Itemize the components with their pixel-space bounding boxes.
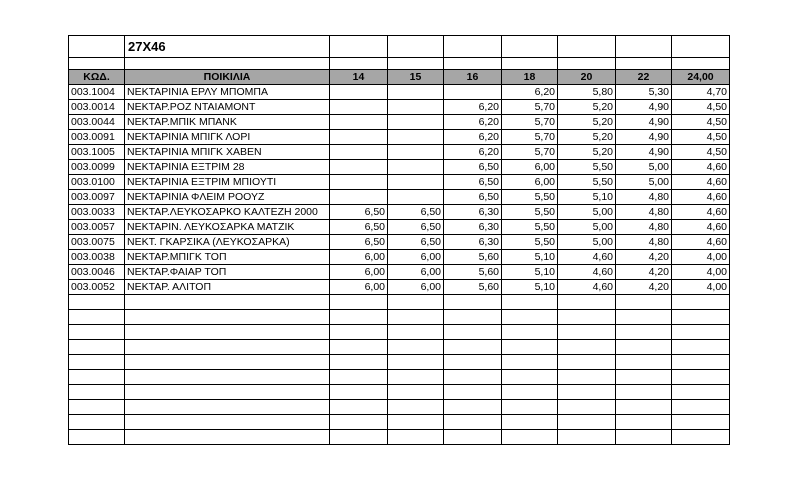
cell-code bbox=[69, 415, 125, 430]
cell-price bbox=[330, 310, 388, 325]
table-row bbox=[69, 355, 730, 370]
cell-price bbox=[388, 340, 444, 355]
cell-price bbox=[388, 355, 444, 370]
cell-price bbox=[502, 325, 558, 340]
price-table bbox=[68, 35, 730, 445]
cell-price bbox=[330, 160, 388, 175]
cell-price bbox=[388, 325, 444, 340]
cell-price bbox=[330, 415, 388, 430]
cell-price bbox=[502, 295, 558, 310]
cell-variety bbox=[125, 295, 330, 310]
cell-variety: ΝΕΚΤΑΡΙΝΙΑ ΕΞΤΡΙΜ ΜΠΙΟΥΤΙ bbox=[125, 175, 330, 190]
table-row bbox=[69, 265, 730, 280]
cell-price bbox=[616, 310, 672, 325]
cell-price: 5,60 bbox=[444, 280, 502, 295]
cell-price bbox=[672, 295, 730, 310]
table-row bbox=[69, 310, 730, 325]
cell-price: 5,50 bbox=[502, 190, 558, 205]
cell-price: 6,30 bbox=[444, 205, 502, 220]
table-row bbox=[69, 85, 730, 100]
cell-variety bbox=[125, 370, 330, 385]
cell-price: 5,50 bbox=[502, 205, 558, 220]
cell-code: 003.0038 bbox=[69, 250, 125, 265]
cell-price bbox=[388, 400, 444, 415]
cell-price: 5,00 bbox=[558, 220, 616, 235]
col-header-size: 24,00 bbox=[672, 70, 730, 85]
cell-price: 5,00 bbox=[616, 175, 672, 190]
cell-price: 6,30 bbox=[444, 235, 502, 250]
cell-price: 4,50 bbox=[672, 100, 730, 115]
cell-code: 003.0075 bbox=[69, 235, 125, 250]
cell-variety: ΝΕΚΤΑΡΙΝΙΑ ΜΠΙΓΚ ΛΟΡΙ bbox=[125, 130, 330, 145]
cell-price: 4,90 bbox=[616, 130, 672, 145]
cell-price bbox=[330, 130, 388, 145]
cell-price bbox=[388, 130, 444, 145]
cell-price bbox=[388, 115, 444, 130]
cell-price: 6,00 bbox=[388, 265, 444, 280]
table-row bbox=[69, 400, 730, 415]
table-row bbox=[69, 175, 730, 190]
cell-price bbox=[444, 355, 502, 370]
table-row bbox=[69, 100, 730, 115]
cell-price bbox=[444, 340, 502, 355]
cell-price: 4,70 bbox=[672, 85, 730, 100]
cell-variety bbox=[125, 325, 330, 340]
table-row bbox=[69, 430, 730, 445]
cell-price: 4,80 bbox=[616, 205, 672, 220]
cell-price: 4,80 bbox=[616, 190, 672, 205]
cell-price bbox=[558, 370, 616, 385]
cell-price: 4,20 bbox=[616, 265, 672, 280]
cell-price: 4,00 bbox=[672, 265, 730, 280]
cell-price: 6,20 bbox=[444, 130, 502, 145]
cell-code: 003.0014 bbox=[69, 100, 125, 115]
cell-code bbox=[69, 400, 125, 415]
cell-price bbox=[444, 415, 502, 430]
cell-price bbox=[672, 355, 730, 370]
cell-price: 6,50 bbox=[388, 235, 444, 250]
col-header-size: 16 bbox=[444, 70, 502, 85]
cell-price bbox=[502, 310, 558, 325]
cell-code: 003.0033 bbox=[69, 205, 125, 220]
cell-price: 5,70 bbox=[502, 115, 558, 130]
cell-price bbox=[388, 175, 444, 190]
cell-price bbox=[388, 310, 444, 325]
cell-variety: ΝΕΚΤΑΡ. ΑΛΙΤΟΠ bbox=[125, 280, 330, 295]
cell-price: 6,50 bbox=[330, 220, 388, 235]
cell-price: 6,00 bbox=[330, 280, 388, 295]
col-header-size: 22 bbox=[616, 70, 672, 85]
cell-variety: ΝΕΚΤΑΡΙΝΙΑ ΜΠΙΓΚ ΧΑΒΕΝ bbox=[125, 145, 330, 160]
cell-price bbox=[672, 310, 730, 325]
cell-price bbox=[330, 325, 388, 340]
cell-price bbox=[616, 400, 672, 415]
cell-price bbox=[558, 340, 616, 355]
cell-variety: ΝΕΚΤ. ΓΚΑΡΣΙΚΑ (ΛΕΥΚΟΣΑΡΚΑ) bbox=[125, 235, 330, 250]
cell-variety: ΝΕΚΤΑΡ.ΦΑΙΑΡ ΤΟΠ bbox=[125, 265, 330, 280]
cell-price bbox=[330, 385, 388, 400]
cell-code bbox=[69, 295, 125, 310]
cell-price: 6,00 bbox=[330, 250, 388, 265]
table-row bbox=[69, 385, 730, 400]
cell-price bbox=[616, 415, 672, 430]
cell-price: 6,00 bbox=[388, 280, 444, 295]
cell-price bbox=[330, 355, 388, 370]
cell-price bbox=[616, 385, 672, 400]
table-row bbox=[69, 205, 730, 220]
cell-price: 5,70 bbox=[502, 145, 558, 160]
cell-price: 5,70 bbox=[502, 130, 558, 145]
cell-price bbox=[558, 295, 616, 310]
cell-price bbox=[672, 340, 730, 355]
cell-price: 5,10 bbox=[502, 280, 558, 295]
cell-price: 6,50 bbox=[444, 175, 502, 190]
table-row bbox=[69, 340, 730, 355]
cell-price: 5,60 bbox=[444, 265, 502, 280]
col-header-size: 15 bbox=[388, 70, 444, 85]
cell-code bbox=[69, 310, 125, 325]
cell-variety: ΝΕΚΤΑΡ.ΜΠΙΓΚ ΤΟΠ bbox=[125, 250, 330, 265]
table-row bbox=[69, 370, 730, 385]
cell-price bbox=[388, 430, 444, 445]
cell-code: 003.0046 bbox=[69, 265, 125, 280]
cell-price: 4,50 bbox=[672, 115, 730, 130]
cell-variety bbox=[125, 355, 330, 370]
cell-price: 5,20 bbox=[558, 115, 616, 130]
table-row bbox=[69, 145, 730, 160]
cell-price bbox=[330, 145, 388, 160]
cell-code: 003.0100 bbox=[69, 175, 125, 190]
cell-price bbox=[330, 370, 388, 385]
cell-code bbox=[69, 340, 125, 355]
cell-price bbox=[616, 325, 672, 340]
cell-price bbox=[330, 100, 388, 115]
table-row bbox=[69, 250, 730, 265]
cell-price: 5,10 bbox=[502, 250, 558, 265]
cell-price: 4,60 bbox=[672, 160, 730, 175]
cell-price: 6,50 bbox=[444, 160, 502, 175]
table-row bbox=[69, 220, 730, 235]
cell-price bbox=[502, 385, 558, 400]
cell-price bbox=[330, 295, 388, 310]
cell-price bbox=[388, 160, 444, 175]
cell-price: 4,60 bbox=[558, 250, 616, 265]
cell-price bbox=[616, 370, 672, 385]
cell-variety bbox=[125, 340, 330, 355]
cell-price: 6,00 bbox=[502, 175, 558, 190]
cell-price bbox=[616, 340, 672, 355]
cell-code bbox=[69, 355, 125, 370]
header-row bbox=[69, 70, 730, 85]
cell-price bbox=[502, 415, 558, 430]
cell-price bbox=[502, 355, 558, 370]
cell-price bbox=[672, 385, 730, 400]
cell-price bbox=[616, 355, 672, 370]
table-row bbox=[69, 415, 730, 430]
cell-price: 5,00 bbox=[558, 235, 616, 250]
cell-variety bbox=[125, 430, 330, 445]
cell-price: 5,00 bbox=[616, 160, 672, 175]
cell-variety bbox=[125, 385, 330, 400]
cell-price bbox=[330, 85, 388, 100]
col-header-size: 14 bbox=[330, 70, 388, 85]
cell-price: 4,90 bbox=[616, 115, 672, 130]
cell-price bbox=[330, 175, 388, 190]
cell-price bbox=[672, 400, 730, 415]
cell-price: 4,60 bbox=[672, 175, 730, 190]
cell-price bbox=[330, 190, 388, 205]
table-row bbox=[69, 115, 730, 130]
cell-price: 5,60 bbox=[444, 250, 502, 265]
cell-price bbox=[444, 400, 502, 415]
cell-price: 5,70 bbox=[502, 100, 558, 115]
cell-price bbox=[388, 190, 444, 205]
cell-price: 4,90 bbox=[616, 100, 672, 115]
cell-code bbox=[69, 370, 125, 385]
cell-price: 6,50 bbox=[388, 220, 444, 235]
cell-price bbox=[558, 325, 616, 340]
cell-price: 6,50 bbox=[444, 190, 502, 205]
cell-code: 003.1005 bbox=[69, 145, 125, 160]
cell-price bbox=[616, 295, 672, 310]
cell-price bbox=[672, 370, 730, 385]
col-header-size: 20 bbox=[558, 70, 616, 85]
cell-price bbox=[330, 430, 388, 445]
title-row bbox=[69, 36, 730, 58]
cell-price: 4,80 bbox=[616, 235, 672, 250]
cell-price bbox=[502, 340, 558, 355]
col-header-size: 18 bbox=[502, 70, 558, 85]
cell-price: 4,00 bbox=[672, 250, 730, 265]
cell-price: 5,30 bbox=[616, 85, 672, 100]
cell-price bbox=[444, 310, 502, 325]
cell-price bbox=[502, 400, 558, 415]
cell-price bbox=[444, 295, 502, 310]
cell-code: 003.0097 bbox=[69, 190, 125, 205]
cell-price bbox=[672, 325, 730, 340]
table-row bbox=[69, 280, 730, 295]
cell-code: 003.0091 bbox=[69, 130, 125, 145]
cell-price: 6,00 bbox=[388, 250, 444, 265]
cell-price: 6,00 bbox=[330, 265, 388, 280]
cell-price bbox=[388, 415, 444, 430]
cell-price bbox=[388, 370, 444, 385]
cell-variety bbox=[125, 310, 330, 325]
cell-price: 5,10 bbox=[502, 265, 558, 280]
cell-price: 4,20 bbox=[616, 250, 672, 265]
cell-variety bbox=[125, 415, 330, 430]
table-row bbox=[69, 160, 730, 175]
cell-price: 4,20 bbox=[616, 280, 672, 295]
cell-variety: ΝΕΚΤΑΡΙΝΙΑ ΕΡΛΥ ΜΠΟΜΠΑ bbox=[125, 85, 330, 100]
cell-variety: ΝΕΚΤΑΡ.ΜΠΙΚ ΜΠΑΝΚ bbox=[125, 115, 330, 130]
cell-price: 5,10 bbox=[558, 190, 616, 205]
cell-price: 6,00 bbox=[502, 160, 558, 175]
cell-price bbox=[388, 385, 444, 400]
cell-price: 4,60 bbox=[672, 205, 730, 220]
cell-price bbox=[388, 145, 444, 160]
cell-price: 6,50 bbox=[330, 205, 388, 220]
table-row bbox=[69, 130, 730, 145]
table-row bbox=[69, 295, 730, 310]
cell-price bbox=[558, 385, 616, 400]
cell-price bbox=[330, 400, 388, 415]
cell-price bbox=[444, 385, 502, 400]
cell-variety: ΝΕΚΤΑΡ.ΛΕΥΚΟΣΑΡΚΟ ΚΑΛΤΕΖΗ 2000 bbox=[125, 205, 330, 220]
cell-price: 6,50 bbox=[330, 235, 388, 250]
cell-price: 4,80 bbox=[616, 220, 672, 235]
col-header-code: ΚΩΔ. bbox=[69, 70, 125, 85]
cell-variety: ΝΕΚΤΑΡΙΝΙΑ ΕΞΤΡΙΜ 28 bbox=[125, 160, 330, 175]
cell-price: 4,00 bbox=[672, 280, 730, 295]
cell-price bbox=[388, 295, 444, 310]
cell-price: 5,80 bbox=[558, 85, 616, 100]
sheet-title: 27X46 bbox=[125, 36, 330, 58]
cell-price bbox=[672, 415, 730, 430]
cell-code bbox=[69, 325, 125, 340]
cell-price: 5,20 bbox=[558, 100, 616, 115]
cell-code: 003.0057 bbox=[69, 220, 125, 235]
cell-price bbox=[502, 430, 558, 445]
cell-variety: ΝΕΚΤΑΡ.ΡΟΖ ΝΤΑΙΑΜΟΝΤ bbox=[125, 100, 330, 115]
cell-price bbox=[558, 415, 616, 430]
cell-price bbox=[444, 430, 502, 445]
cell-price bbox=[444, 370, 502, 385]
cell-price: 6,20 bbox=[502, 85, 558, 100]
cell-price bbox=[444, 325, 502, 340]
cell-price bbox=[558, 355, 616, 370]
table-row bbox=[69, 325, 730, 340]
cell-price: 5,00 bbox=[558, 205, 616, 220]
cell-price: 5,50 bbox=[502, 235, 558, 250]
cell-price: 4,60 bbox=[672, 220, 730, 235]
cell-code bbox=[69, 430, 125, 445]
table-row bbox=[69, 190, 730, 205]
spacer-row bbox=[69, 58, 730, 70]
cell-price: 4,60 bbox=[672, 235, 730, 250]
cell-price bbox=[558, 310, 616, 325]
cell-variety bbox=[125, 400, 330, 415]
cell-price: 4,60 bbox=[672, 190, 730, 205]
cell-variety: ΝΕΚΤΑΡΙΝΙΑ ΦΛΕΙΜ ΡΟΟΥΖ bbox=[125, 190, 330, 205]
cell-price: 4,50 bbox=[672, 130, 730, 145]
cell-price: 5,50 bbox=[558, 175, 616, 190]
cell-price bbox=[616, 430, 672, 445]
cell-price bbox=[388, 85, 444, 100]
cell-price: 6,50 bbox=[388, 205, 444, 220]
cell-price: 5,50 bbox=[502, 220, 558, 235]
cell-price bbox=[330, 340, 388, 355]
cell-price bbox=[330, 115, 388, 130]
cell-price bbox=[388, 100, 444, 115]
cell-price: 4,50 bbox=[672, 145, 730, 160]
cell-price: 6,20 bbox=[444, 100, 502, 115]
cell-code: 003.0099 bbox=[69, 160, 125, 175]
cell-price bbox=[558, 430, 616, 445]
cell-code bbox=[69, 385, 125, 400]
cell-price: 6,30 bbox=[444, 220, 502, 235]
cell-price: 5,50 bbox=[558, 160, 616, 175]
table-row bbox=[69, 235, 730, 250]
cell-variety: ΝΕΚΤΑΡΙΝ. ΛΕΥΚΟΣΑΡΚΑ ΜΑΤΖΙΚ bbox=[125, 220, 330, 235]
cell-price: 4,60 bbox=[558, 265, 616, 280]
cell-price bbox=[672, 430, 730, 445]
cell-price: 6,20 bbox=[444, 145, 502, 160]
cell-price bbox=[502, 370, 558, 385]
cell-code: 003.0052 bbox=[69, 280, 125, 295]
cell-code: 003.0044 bbox=[69, 115, 125, 130]
cell-price bbox=[444, 85, 502, 100]
cell-price: 5,20 bbox=[558, 145, 616, 160]
cell-price: 4,90 bbox=[616, 145, 672, 160]
cell-price: 4,60 bbox=[558, 280, 616, 295]
col-header-variety: ΠΟΙΚΙΛΙΑ bbox=[125, 70, 330, 85]
cell-price: 6,20 bbox=[444, 115, 502, 130]
cell-price: 5,20 bbox=[558, 130, 616, 145]
cell-code: 003.1004 bbox=[69, 85, 125, 100]
cell-price bbox=[558, 400, 616, 415]
